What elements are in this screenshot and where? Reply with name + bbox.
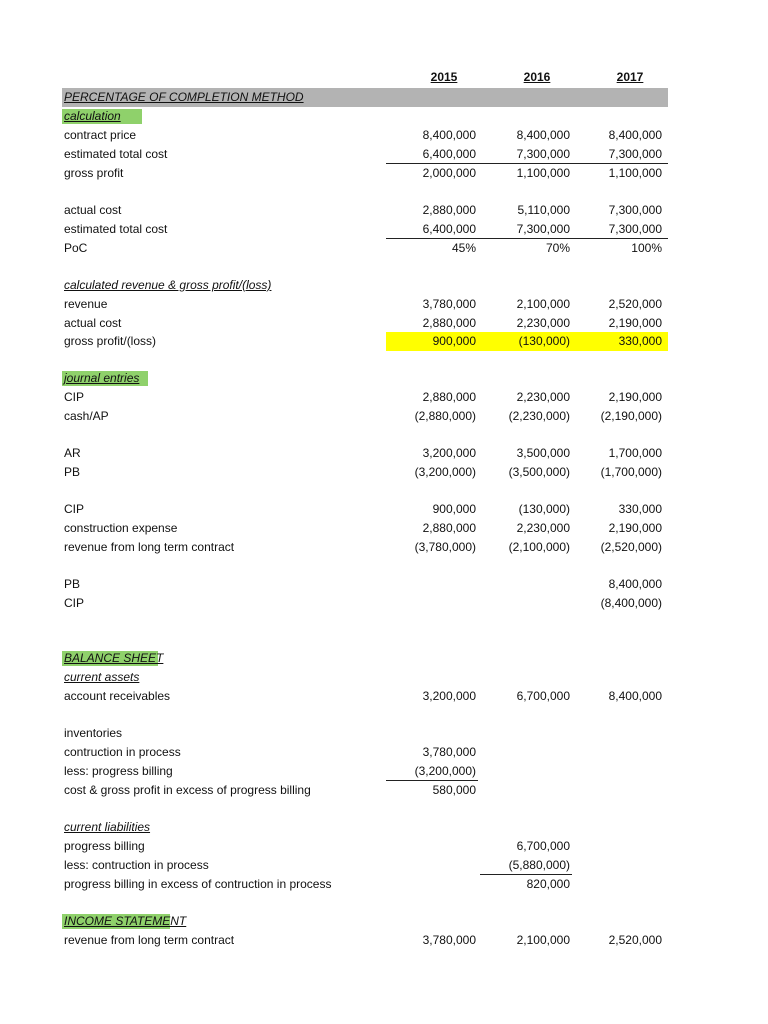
value-2016: (3,500,000) bbox=[508, 465, 570, 479]
value-2017: (8,400,000) bbox=[600, 596, 662, 610]
value-2015: 6,400,000 bbox=[422, 147, 476, 161]
value-2015: 3,200,000 bbox=[422, 689, 476, 703]
row-label: PB bbox=[64, 465, 81, 479]
gross-profit-row bbox=[62, 164, 668, 183]
row-label: actual cost bbox=[64, 203, 122, 217]
value-2016: 8,400,000 bbox=[516, 128, 570, 142]
bs-cip-row bbox=[62, 743, 668, 762]
row-label: revenue from long term contract bbox=[64, 540, 235, 554]
row-label: actual cost bbox=[64, 316, 122, 330]
value-2015: (3,200,000) bbox=[414, 764, 476, 778]
value-2015: (3,780,000) bbox=[414, 540, 476, 554]
journal-ar-row bbox=[62, 444, 668, 463]
value-2015: 3,780,000 bbox=[422, 297, 476, 311]
value-2015: 6,400,000 bbox=[422, 222, 476, 236]
value-2015: 3,780,000 bbox=[422, 933, 476, 947]
value-2017: 330,000 bbox=[618, 334, 662, 348]
journal-title: journal entries bbox=[62, 371, 148, 386]
row-label: PoC bbox=[64, 241, 88, 255]
value-2015: 2,880,000 bbox=[422, 316, 476, 330]
value-2015: 900,000 bbox=[432, 502, 476, 516]
estimated-total-cost-row-2 bbox=[62, 220, 668, 239]
calculated-title: calculated revenue & gross profit/(loss) bbox=[64, 278, 272, 292]
poc-title: PERCENTAGE OF COMPLETION METHOD bbox=[64, 90, 304, 104]
row-label: CIP bbox=[64, 390, 85, 404]
value-2016: (5,880,000) bbox=[508, 858, 570, 872]
row-label: cost & gross profit in excess of progress billing bbox=[64, 783, 311, 797]
value-2015: (3,200,000) bbox=[414, 465, 476, 479]
row-label: account receivables bbox=[64, 689, 171, 703]
value-2017: 7,300,000 bbox=[608, 203, 662, 217]
value-2015: 3,200,000 bbox=[422, 446, 476, 460]
value-2015: 900,000 bbox=[432, 334, 476, 348]
value-2017: 2,520,000 bbox=[608, 933, 662, 947]
value-2017: 8,400,000 bbox=[608, 689, 662, 703]
journal-cash-ap-row bbox=[62, 407, 668, 426]
calculation-row bbox=[62, 107, 668, 126]
value-2016: 7,300,000 bbox=[516, 147, 570, 161]
revenue-row bbox=[62, 295, 668, 314]
bs-progress-billing-row bbox=[62, 837, 668, 856]
value-2016: 2,100,000 bbox=[516, 297, 570, 311]
year-2017-header: 2017 bbox=[616, 70, 644, 84]
row-label: contract price bbox=[64, 128, 137, 142]
current-liabilities-row bbox=[62, 818, 668, 837]
row-label: PB bbox=[64, 577, 81, 591]
balance-sheet-title-row bbox=[62, 649, 668, 668]
journal-pb-row bbox=[62, 463, 668, 482]
inventories-row bbox=[62, 724, 668, 743]
value-2016: 6,700,000 bbox=[516, 689, 570, 703]
poc-title-band bbox=[62, 88, 668, 107]
current-assets-label: current assets bbox=[64, 670, 140, 684]
value-2017: 2,190,000 bbox=[608, 521, 662, 535]
value-2015: (2,880,000) bbox=[414, 409, 476, 423]
value-2016: 2,230,000 bbox=[516, 521, 570, 535]
value-2017: (2,190,000) bbox=[600, 409, 662, 423]
value-2016: 820,000 bbox=[526, 877, 570, 891]
value-2017: 2,520,000 bbox=[608, 297, 662, 311]
journal-cip-2-row bbox=[62, 500, 668, 519]
value-2016: (2,230,000) bbox=[508, 409, 570, 423]
value-2017: 100% bbox=[631, 241, 662, 255]
row-label: less: progress billing bbox=[64, 764, 173, 778]
bs-less-cip-row bbox=[62, 856, 668, 875]
value-2015: 2,880,000 bbox=[422, 521, 476, 535]
value-2016: 2,230,000 bbox=[516, 390, 570, 404]
value-2017: 7,300,000 bbox=[608, 222, 662, 236]
calculation-label: calculation bbox=[62, 109, 142, 124]
row-label: contruction in process bbox=[64, 745, 181, 759]
value-2015: 3,780,000 bbox=[422, 745, 476, 759]
value-2016: 5,110,000 bbox=[517, 203, 570, 217]
value-2015: 2,000,000 bbox=[422, 166, 476, 180]
value-2017: 8,400,000 bbox=[608, 577, 662, 591]
journal-revenue-ltc-row bbox=[62, 538, 668, 557]
value-2017: (1,700,000) bbox=[600, 465, 662, 479]
row-label: gross profit/(loss) bbox=[64, 334, 157, 348]
value-2016: 2,100,000 bbox=[516, 933, 570, 947]
is-revenue-ltc-row bbox=[62, 931, 668, 950]
current-liabilities-label: current liabilities bbox=[64, 820, 151, 834]
account-receivables-row bbox=[62, 687, 668, 706]
journal-pb-2-row bbox=[62, 575, 668, 594]
value-2016: 6,700,000 bbox=[516, 839, 570, 853]
value-2015: 45% bbox=[451, 241, 476, 255]
estimated-total-cost-row bbox=[62, 145, 668, 164]
value-2017: 7,300,000 bbox=[608, 147, 662, 161]
bs-pb-excess-row bbox=[62, 875, 668, 894]
row-label: less: contruction in process bbox=[64, 858, 209, 872]
row-label: cash/AP bbox=[64, 409, 109, 423]
bs-less-pb-row bbox=[62, 762, 668, 781]
value-2015: 2,880,000 bbox=[422, 203, 476, 217]
value-2017: 1,100,000 bbox=[608, 166, 662, 180]
row-label: construction expense bbox=[64, 521, 178, 535]
row-label: CIP bbox=[64, 596, 85, 610]
row-label: CIP bbox=[64, 502, 85, 516]
value-2016: (130,000) bbox=[518, 502, 570, 516]
journal-cip-row bbox=[62, 388, 668, 407]
gross-profit-loss-row bbox=[62, 332, 668, 351]
income-statement-title: INCOME STATEMENT bbox=[64, 914, 187, 928]
calculated-title-row bbox=[62, 276, 668, 295]
row-label: progress billing bbox=[64, 839, 145, 853]
income-statement-title-row bbox=[62, 912, 668, 931]
value-2016: 70% bbox=[545, 241, 570, 255]
journal-construction-expense-row bbox=[62, 519, 668, 538]
contract-price-row bbox=[62, 126, 668, 145]
bs-cost-gp-excess-row bbox=[62, 781, 668, 800]
value-2016: 3,500,000 bbox=[516, 446, 570, 460]
row-label: gross profit bbox=[64, 166, 124, 180]
poc-ratio-row bbox=[62, 239, 668, 258]
value-2015: 8,400,000 bbox=[422, 128, 476, 142]
value-2015: 580,000 bbox=[432, 783, 476, 797]
journal-title-row bbox=[62, 369, 668, 388]
value-2017: 8,400,000 bbox=[608, 128, 662, 142]
row-label: estimated total cost bbox=[64, 147, 168, 161]
value-2016: 7,300,000 bbox=[516, 222, 570, 236]
row-label: AR bbox=[64, 446, 81, 460]
current-assets-row bbox=[62, 668, 668, 687]
calc-actual-cost-row bbox=[62, 314, 668, 333]
row-label: revenue from long term contract bbox=[64, 933, 235, 947]
value-2017: 330,000 bbox=[618, 502, 662, 516]
row-label: progress billing in excess of contruction in process bbox=[64, 877, 332, 891]
value-2017: 2,190,000 bbox=[608, 316, 662, 330]
value-2015: 2,880,000 bbox=[422, 390, 476, 404]
year-header-row bbox=[62, 68, 668, 87]
balance-sheet-title: BALANCE SHEET bbox=[64, 651, 164, 665]
journal-cip-3-row bbox=[62, 594, 668, 613]
row-label: revenue bbox=[64, 297, 108, 311]
year-2016-header: 2016 bbox=[523, 70, 551, 84]
value-2016: 1,100,000 bbox=[516, 166, 570, 180]
value-2017: (2,520,000) bbox=[600, 540, 662, 554]
year-2015-header: 2015 bbox=[430, 70, 458, 84]
actual-cost-row bbox=[62, 201, 668, 220]
inventories-label: inventories bbox=[64, 726, 123, 740]
value-2016: 2,230,000 bbox=[516, 316, 570, 330]
row-label: estimated total cost bbox=[64, 222, 168, 236]
value-2016: (2,100,000) bbox=[508, 540, 570, 554]
value-2017: 2,190,000 bbox=[608, 390, 662, 404]
value-2016: (130,000) bbox=[518, 334, 570, 348]
value-2017: 1,700,000 bbox=[608, 446, 662, 460]
